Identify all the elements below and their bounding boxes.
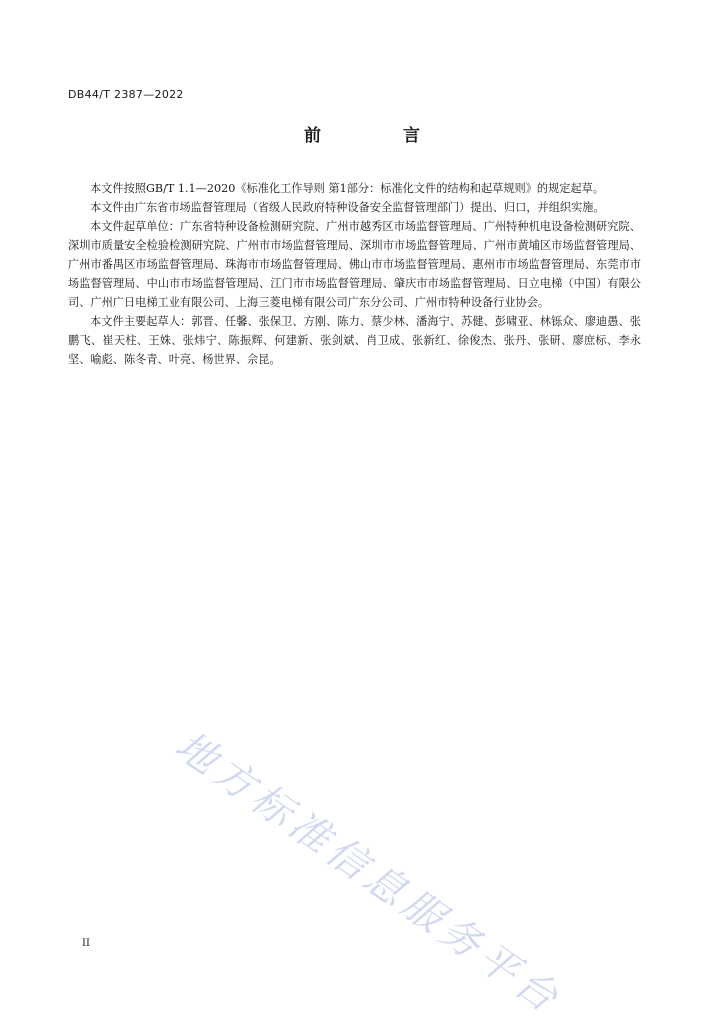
paragraph-drafters: 本文件主要起草人：郭晋、任馨、张保卫、方刚、陈力、蔡少林、潘海宁、苏健、彭啸亚、林铄众、廖迪愚、张鹏飞、崔天柱、王姝、张炜宁、陈振辉、何建新、张剑斌、肖卫成、张新红、徐俊杰、张丹、张研、廖庶标、李永坚、喻彪、陈冬青、叶亮、杨世界、佘昆。 xyxy=(68,315,641,366)
page-number: II xyxy=(82,938,90,949)
page-title: 前 言 xyxy=(304,126,458,146)
paragraph-drafting-units: 本文件起草单位：广东省特种设备检测研究院、广州市越秀区市场监督管理局、广州特种机电设备检测研究院、深圳市质量安全检验检测研究院、广州市市场监督管理局、深圳市市场监督管理局、广州市黄埔区市场监督管理局、广州市番禺区市场监督管理局、珠海市市场监督管理局、佛山市市场监督管理局、惠州市市场监督管理局、东莞市市场监督管理局、中山市市场监督管理局、江门市市场监督管理局、肇庆市市场监督管理局、日立电梯（中国）有限公司、广州广日电梯工业有限公司、上海三菱电梯有限公司广东分公司、广州市特种设备行业协会。 xyxy=(68,220,641,309)
foreword-body xyxy=(68,179,641,369)
standard-code: DB44/T 2387—2022 xyxy=(68,88,184,101)
watermark: 地方标准信息服务平台 xyxy=(166,722,570,1025)
paragraph-drafting-rules: 本文件按照GB/T 1.1—2020《标准化工作导则 第1部分：标准化文件的结构和起草规则》的规定起草。 xyxy=(90,182,605,195)
paragraph-proposer: 本文件由广东省市场监督管理局（省级人民政府特种设备安全监督管理部门）提出、归口，并组织实施。 xyxy=(90,201,605,214)
